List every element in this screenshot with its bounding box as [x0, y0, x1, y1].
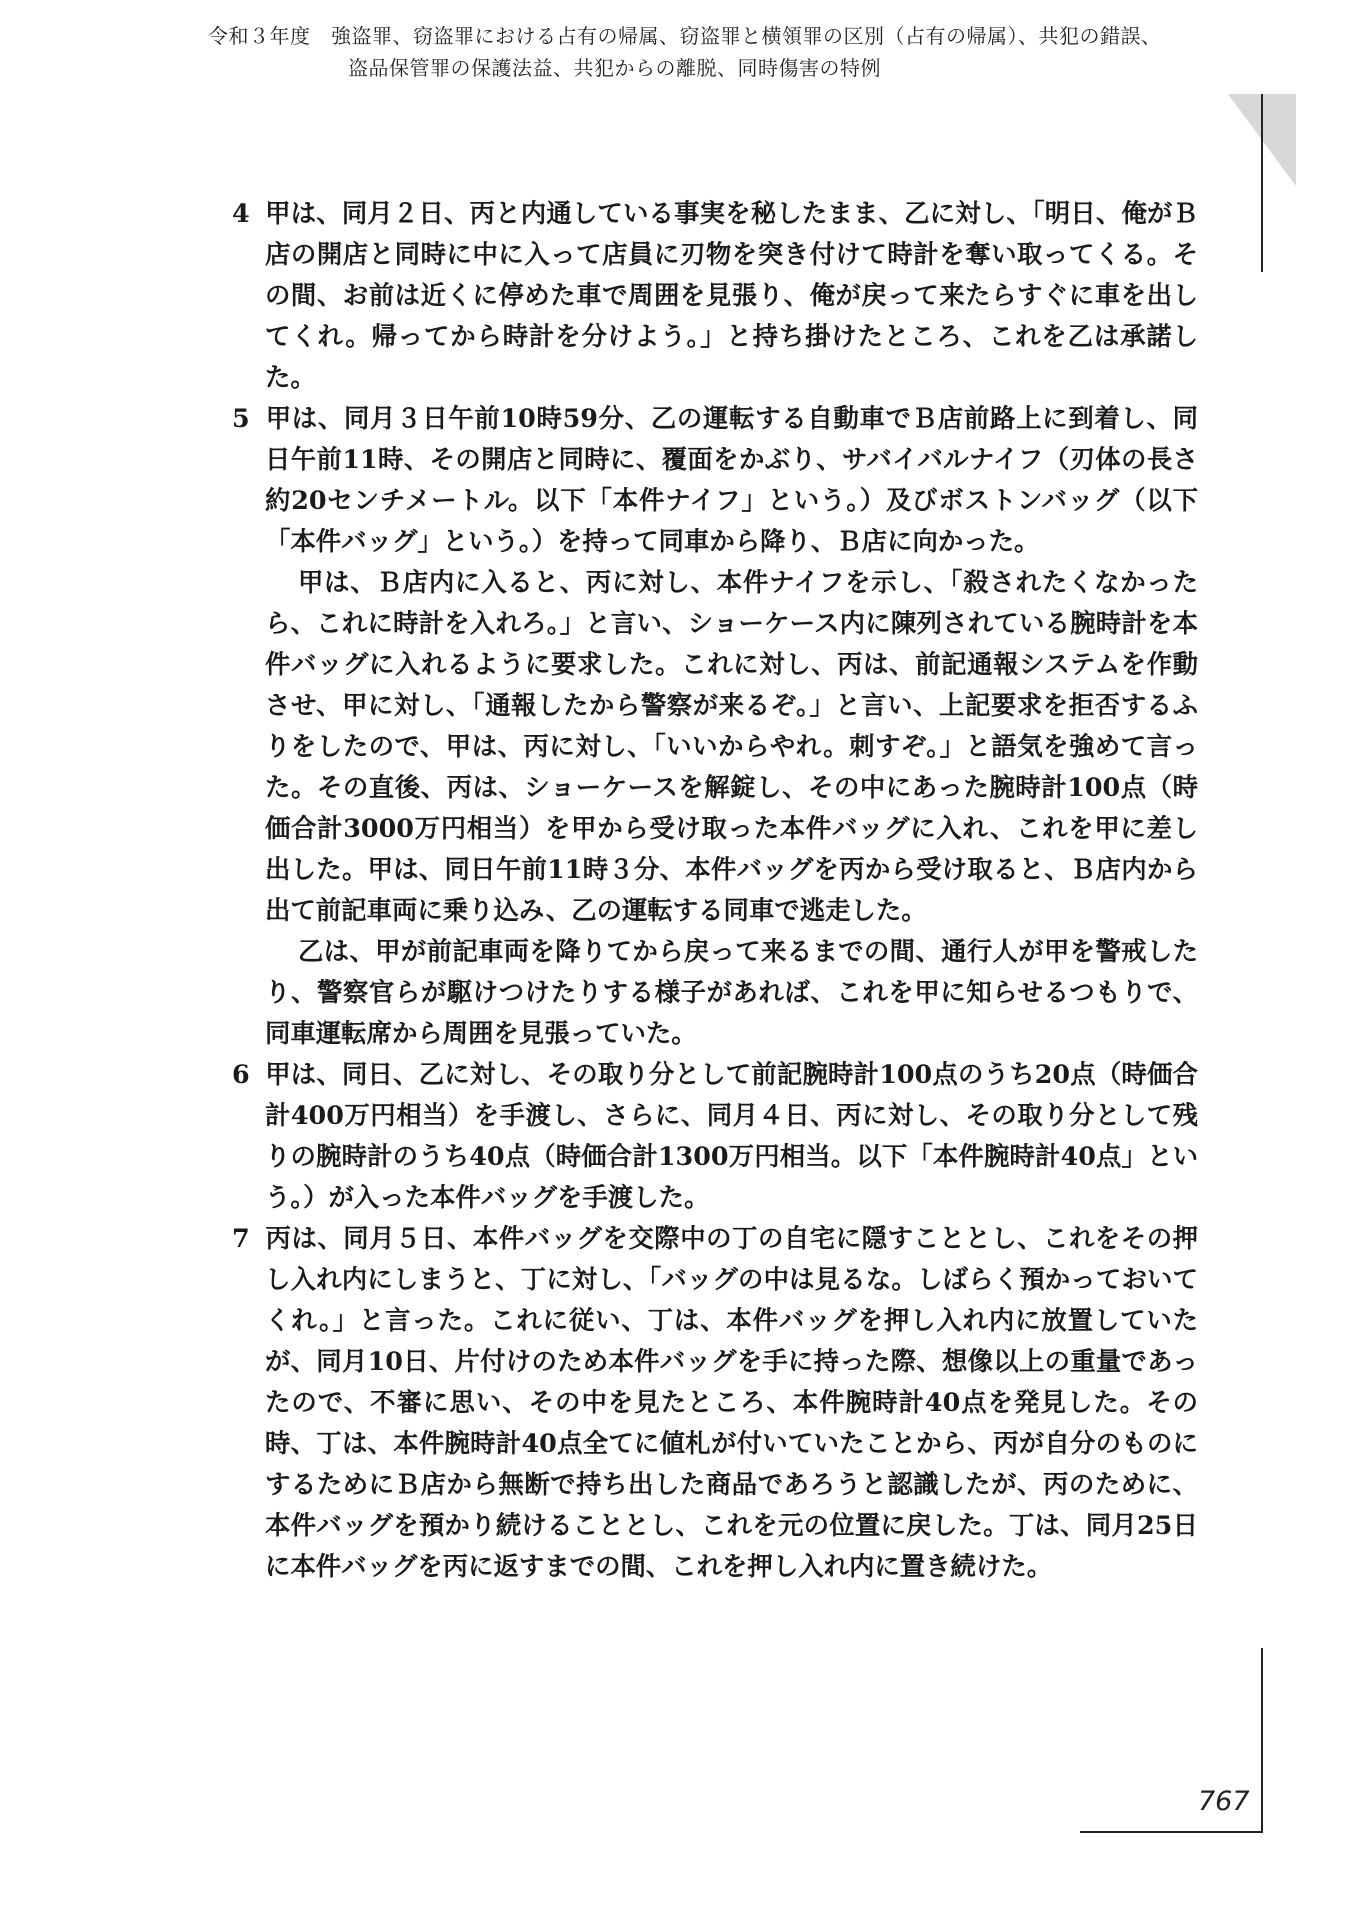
paragraph-number: 6: [232, 1059, 250, 1089]
right-margin-rule-bottom: [1261, 1648, 1263, 1833]
paragraph-number: 4: [232, 198, 250, 228]
paragraph-7: [232, 1218, 1198, 1587]
paragraph-text: 甲は、同月２日、丙と内通している事実を秘したまま、乙に対し、「明日、俺がＢ店の開店と同時に中に入って店員に刃物を突き付けて時計を奪い取ってくる。その間、お前は近くに停めた車で周囲を見張り、俺が戻って来たらすぐに車を出してくれ。帰ってから時計を分けよう。」と持ち掛けたところ、これを乙は承諾した。: [265, 198, 1199, 392]
paragraph-text: 甲は、同日、乙に対し、その取り分として前記腕時計100点のうち20点（時価合計400万円相当）を手渡し、さらに、同月４日、丙に対し、その取り分として残りの腕時計のうち40点（時価合計1300万円相当。以下「本件腕時計40点」という。）が入った本件バッグを手渡した。: [265, 1059, 1198, 1212]
right-margin-rule-top: [1261, 94, 1263, 272]
paragraph-5: [232, 398, 1198, 562]
paragraph-number: 5: [232, 403, 250, 433]
page-number: 767: [1198, 1786, 1250, 1817]
header-line-2: 盗品保管罪の保護法益、共犯からの離脱、同時傷害の特例: [348, 56, 881, 80]
paragraph-5-continuation-2: 乙は、甲が前記車両を降りてから戻って来るまでの間、通行人が甲を警戒したり、警察官らが駆けつけたりする様子があれば、これを甲に知らせるつもりで、同車運転席から周囲を見張っていた。: [265, 936, 1199, 1048]
paragraph-text: 甲は、同月３日午前10時59分、乙の運転する自動車でＢ店前路上に到着し、同日午前11時、その開店と同時に、覆面をかぶり、サバイバルナイフ（刃体の長さ約20センチメートル。以下「本件ナイフ」という。）及びボストンバッグ（以下「本件バッグ」という。）を持って同車から降り、Ｂ店に向かった。: [265, 403, 1198, 556]
running-header: [208, 20, 1328, 84]
paragraph-6: [232, 1054, 1198, 1218]
body-text: [232, 193, 1198, 1587]
paragraph-number: 7: [232, 1223, 250, 1253]
paragraph-5-continuation-1: 甲は、Ｂ店内に入ると、丙に対し、本件ナイフを示し、「殺されたくなかったら、これに時計を入れろ。」と言い、ショーケース内に陳列されている腕時計を本件バッグに入れるように要求した。これに対し、丙は、前記通報システムを作動させ、甲に対し、「通報したから警察が来るぞ。」と言い、上記要求を拒否するふりをしたので、甲は、丙に対し、「いいからやれ。刺すぞ。」と語気を強めて言った。その直後、丙は、ショーケースを解錠し、その中にあった腕時計100点（時価合計3000万円相当）を甲から受け取った本件バッグに入れ、これを甲に差し出した。甲は、同日午前11時３分、本件バッグを丙から受け取ると、Ｂ店内から出て前記車両に乗り込み、乙の運転する同車で逃走した。: [265, 567, 1198, 925]
paragraph-text: 丙は、同月５日、本件バッグを交際中の丁の自宅に隠すこととし、これをその押し入れ内にしまうと、丁に対し、「バッグの中は見るな。しばらく預かっておいてくれ。」と言った。これに従い、丁は、本件バッグを押し入れ内に放置していたが、同月10日、片付けのため本件バッグを手に持った際、想像以上の重量であったので、不審に思い、その中を見たところ、本件腕時計40点を発見した。その時、丁は、本件腕時計40点全てに値札が付いていたことから、丙が自分のものにするためにＢ店から無断で持ち出した商品であろうと認識したが、丙のために、本件バッグを預かり続けることとし、これを元の位置に戻した。丁は、同月25日に本件バッグを丙に返すまでの間、これを押し入れ内に置き続けた。: [265, 1223, 1199, 1581]
paragraph-4: [232, 193, 1198, 398]
bottom-page-rule: [1080, 1831, 1263, 1833]
header-line-1: 令和３年度 強盗罪、窃盗罪における占有の帰属、窃盗罪と横領罪の区別（占有の帰属）、共犯の錯誤、: [208, 24, 1162, 48]
